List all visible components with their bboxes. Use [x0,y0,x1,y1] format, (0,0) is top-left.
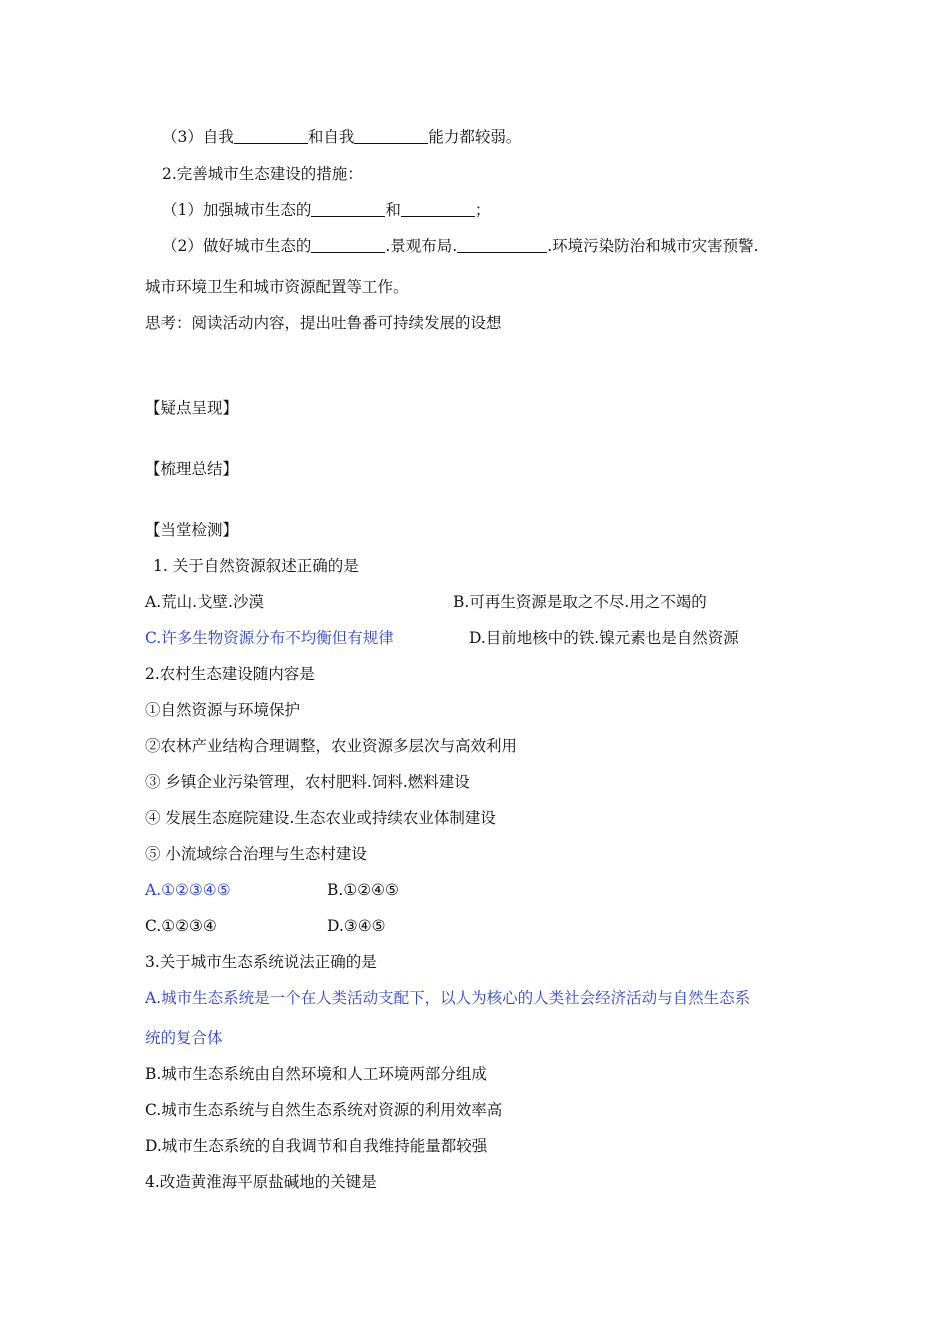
q3-option-b: B.城市生态系统由自然环境和人工环境两部分组成 [145,1065,487,1083]
q3-option-a-answer-line2: 统的复合体 [145,1029,223,1047]
heading-doubt: 【疑点呈现】 [145,399,239,417]
heading-summary: 【梳理总结】 [145,460,239,478]
q2-option-b: B.①②④⑤ [327,881,399,899]
q3-option-d: D.城市生态系统的自我调节和自我维持能量都较强 [145,1137,488,1155]
measure-item-2-text-a: （2）做好城市生态的 [162,237,312,255]
q1-option-c-answer: C.许多生物资源分布不均衡但有规律 [145,629,394,647]
q2-stem: 2.农村生态建设随内容是 [145,665,315,683]
fill-item-3 [162,127,521,147]
q1-option-a: A.荒山.戈壁.沙漠 [145,593,264,611]
q2-item-1: ①自然资源与环境保护 [145,701,301,719]
q1-option-b: B.可再生资源是取之不尽.用之不竭的 [453,593,707,611]
measure-item-1-text-c: ； [474,201,491,219]
q3-stem: 3.关于城市生态系统说法正确的是 [145,953,377,971]
q2-item-5: ⑤ 小流域综合治理与生态村建设 [145,845,367,863]
measure-item-2-text-b: .景观布局. [385,237,458,255]
q3-option-c: C.城市生态系统与自然生态系统对资源的利用效率高 [145,1101,503,1119]
measure-item-1-text-b: 和 [385,201,401,219]
q2-item-3: ③ 乡镇企业污染管理，农村肥料.饲料.燃料建设 [145,773,470,791]
blank-line [311,201,385,217]
fill-item-3-text-a: （3）自我 [162,128,234,146]
fill-item-3-text-b: 和自我 [307,128,355,146]
q2-option-d: D.③④⑤ [327,917,386,935]
blank-line [401,201,475,217]
measure-item-1-text-a: （1）加强城市生态的 [162,201,312,219]
q2-item-4: ④ 发展生态庭院建设.生态农业或持续农业体制建设 [145,809,496,827]
fill-item-3-text-c: 能力都较弱。 [428,128,522,146]
measure-item-2-continued: 城市环境卫生和城市资源配置等工作。 [145,278,409,296]
think-prompt: 思考：阅读活动内容，提出吐鲁番可持续发展的设想 [145,314,502,332]
blank-line [311,237,385,253]
blank-line [354,128,428,144]
q2-option-a-answer: A.①②③④⑤ [145,881,231,899]
q1-option-d: D.目前地核中的铁.镍元素也是自然资源 [469,629,739,647]
q3-option-a-answer-line1: A.城市生态系统是一个在人类活动支配下，以人为核心的人类社会经济活动与自然生态系 [145,989,751,1007]
measures-title: 2.完善城市生态建设的措施： [162,165,363,183]
q4-stem: 4.改造黄淮海平原盐碱地的关键是 [145,1173,377,1191]
q1-stem: 1. 关于自然资源叙述正确的是 [153,557,359,575]
q2-item-2: ②农林产业结构合理调整，农业资源多层次与高效利用 [145,737,518,755]
blank-line [234,128,308,144]
measure-item-1 [162,200,490,220]
blank-line [457,237,547,253]
heading-check: 【当堂检测】 [145,521,239,539]
measure-item-2 [162,236,759,256]
measure-item-2-text-c: .环境污染防治和城市灾害预警. [547,237,759,255]
q2-option-c: C.①②③④ [145,917,217,935]
